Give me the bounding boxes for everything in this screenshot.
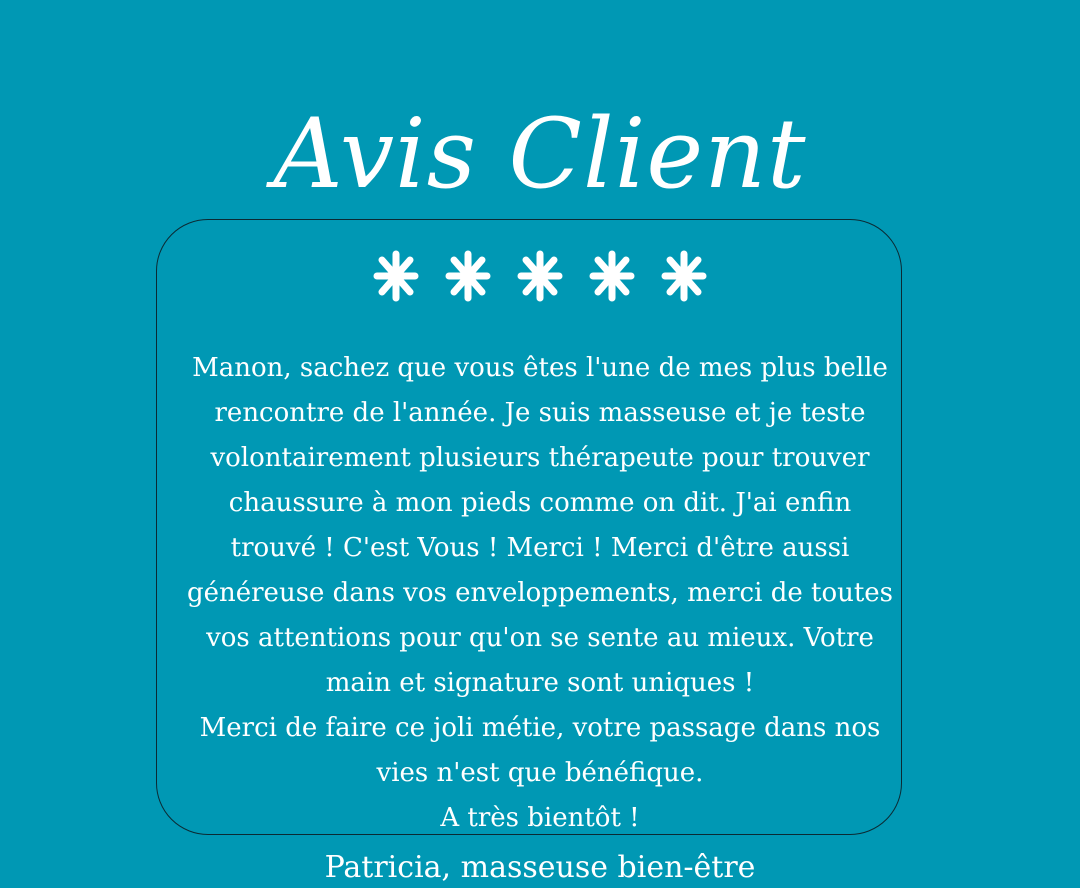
review-paragraph: Manon, sachez que vous êtes l'une de mes plus belle rencontre de l'année. Je suis masseuse et je teste volontairement plusieurs thérapeute pour trouver chaussure à mon pieds comme on dit. J'ai enfin trouvé ! C'est Vous ! Merci ! Merci d'être aussi généreuse dans vos enveloppements, merci de toutes vos attentions pour qu'on se sente au mieux. Votre main et signature sont uniques ! <box>186 353 894 698</box>
review-signature: Patricia, masseuse bien-être <box>324 850 756 885</box>
review-closing: A très bientôt ! <box>440 803 640 833</box>
asterisk-star-icon <box>659 248 709 304</box>
asterisk-star-icon <box>587 248 637 304</box>
asterisk-star-icon <box>515 248 565 304</box>
asterisk-star-icon <box>371 248 421 304</box>
rating-stars <box>0 248 1080 304</box>
page-title: Avis Client <box>273 98 807 211</box>
asterisk-star-icon <box>443 248 493 304</box>
review-text <box>186 346 894 841</box>
review-paragraph: Merci de faire ce joli métie, votre passage dans nos vies n'est que bénéfique. <box>199 713 881 788</box>
